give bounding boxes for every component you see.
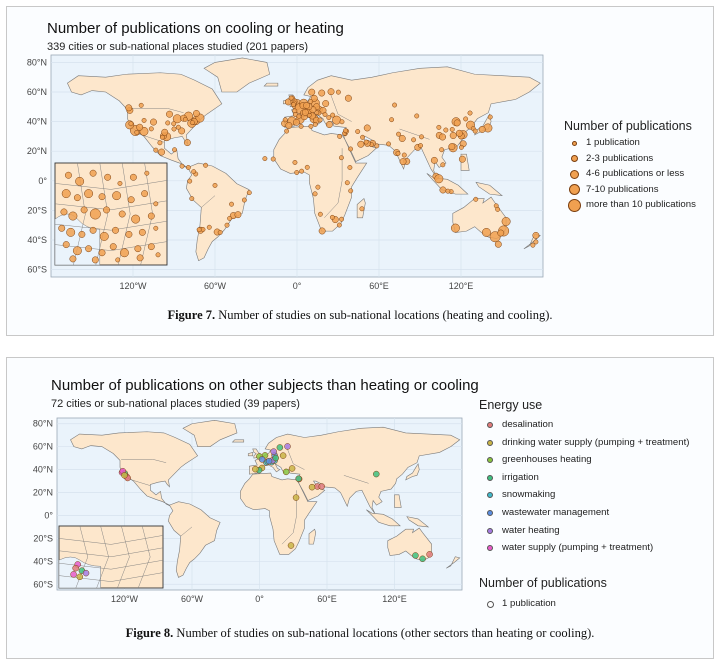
city-marker xyxy=(197,227,201,231)
city-marker xyxy=(396,132,400,136)
city-marker xyxy=(193,110,199,116)
city-marker xyxy=(158,141,162,145)
city-marker xyxy=(479,126,485,132)
city-marker xyxy=(364,140,368,144)
legend-symbol xyxy=(487,528,493,534)
city-marker xyxy=(166,121,170,125)
city-marker xyxy=(399,135,405,141)
inset-city-marker xyxy=(139,229,145,235)
figure-8-legend-title: Energy use xyxy=(479,398,543,412)
city-marker xyxy=(229,202,233,206)
lat-tick-label: 40°S xyxy=(27,235,47,245)
city-marker xyxy=(296,476,302,482)
city-marker xyxy=(402,153,406,157)
city-marker xyxy=(326,121,332,127)
lat-tick-label: 0° xyxy=(44,510,53,521)
inset-city-marker xyxy=(104,174,110,180)
city-marker xyxy=(495,241,501,247)
city-marker xyxy=(411,138,415,142)
legend-label: water supply (pumping + treatment) xyxy=(502,542,654,554)
inset-city-marker xyxy=(99,193,105,199)
legend-symbol xyxy=(487,510,493,516)
lon-tick-label: 60°W xyxy=(180,594,204,604)
city-marker xyxy=(184,139,190,145)
city-marker xyxy=(439,134,445,140)
city-marker xyxy=(172,121,176,125)
city-marker xyxy=(418,143,422,147)
city-marker xyxy=(203,163,207,167)
city-marker xyxy=(375,144,379,148)
city-marker xyxy=(142,118,146,122)
inset-city-marker xyxy=(100,232,108,240)
figure-8-size-legend-title: Number of publications xyxy=(479,576,607,590)
lat-tick-label: 20°S xyxy=(33,533,53,544)
city-marker xyxy=(415,114,419,118)
city-marker xyxy=(180,164,184,168)
city-marker xyxy=(330,113,334,117)
city-marker xyxy=(358,141,364,147)
city-marker xyxy=(139,103,143,107)
city-marker xyxy=(252,466,258,472)
city-marker xyxy=(154,148,158,152)
city-marker xyxy=(345,95,351,101)
lat-tick-label: 80°N xyxy=(26,57,47,68)
legend-symbol xyxy=(487,601,494,608)
city-marker xyxy=(463,117,467,121)
city-marker xyxy=(339,156,343,160)
inset-city-marker xyxy=(130,174,136,180)
city-marker xyxy=(172,148,176,152)
city-marker xyxy=(218,230,222,234)
city-marker xyxy=(531,243,535,247)
city-marker xyxy=(190,120,194,124)
inset-city-marker xyxy=(65,172,71,178)
city-marker xyxy=(263,156,267,160)
inset-city-marker xyxy=(156,253,160,257)
city-marker xyxy=(360,207,364,211)
inset-city-marker xyxy=(112,191,120,199)
city-marker xyxy=(437,125,441,129)
city-marker xyxy=(355,129,359,133)
city-marker xyxy=(330,215,334,219)
city-marker xyxy=(242,198,246,202)
city-marker xyxy=(166,111,172,117)
inset-city-marker xyxy=(112,227,118,233)
city-marker xyxy=(291,102,295,106)
legend-symbol xyxy=(487,440,493,446)
lat-tick-label: 20°N xyxy=(32,487,53,498)
inset-city-marker xyxy=(135,245,141,251)
lat-tick-label: 60°N xyxy=(32,441,53,452)
city-marker xyxy=(303,102,309,108)
lon-tick-label: 120°W xyxy=(119,281,147,291)
inset-city-marker xyxy=(110,243,116,249)
city-marker xyxy=(289,96,293,100)
inset-city-marker xyxy=(71,571,77,577)
city-marker xyxy=(126,105,132,111)
city-marker xyxy=(225,223,229,227)
lat-tick-label: 0° xyxy=(38,175,47,186)
city-marker xyxy=(439,148,443,152)
legend-label: greenhouses heating xyxy=(502,454,592,466)
city-marker xyxy=(337,134,341,138)
lon-tick-label: 0° xyxy=(292,281,302,291)
city-marker xyxy=(498,230,504,236)
city-marker xyxy=(340,120,344,124)
figure-8-caption-label: Figure 8. xyxy=(125,626,174,640)
lat-tick-label: 20°N xyxy=(26,146,47,157)
city-marker xyxy=(337,223,341,227)
city-marker xyxy=(444,128,448,132)
legend-label: snowmaking xyxy=(502,489,556,501)
inset-city-marker xyxy=(148,213,154,219)
city-marker xyxy=(412,552,418,558)
inset-city-marker xyxy=(73,565,79,571)
legend-label: 1 publication xyxy=(502,598,556,609)
city-marker xyxy=(172,127,176,131)
inset-city-marker xyxy=(119,211,125,217)
lon-tick-label: 60°E xyxy=(317,594,337,604)
city-marker xyxy=(309,89,315,95)
lat-tick-label: 60°S xyxy=(27,264,47,275)
city-marker xyxy=(474,197,478,201)
city-marker xyxy=(183,117,187,121)
city-marker xyxy=(473,129,477,133)
inset-city-marker xyxy=(63,241,69,247)
city-marker xyxy=(299,124,303,128)
city-marker xyxy=(186,165,190,169)
landmass-iceland xyxy=(264,83,278,86)
city-marker xyxy=(309,484,315,490)
inset-city-marker xyxy=(90,209,100,219)
city-marker xyxy=(129,121,133,125)
inset-city-marker xyxy=(154,226,158,230)
city-marker xyxy=(360,135,364,139)
legend-label: desalination xyxy=(502,419,554,430)
city-marker xyxy=(339,217,343,221)
lon-tick-label: 120°E xyxy=(382,594,407,604)
city-marker xyxy=(319,228,325,234)
city-marker xyxy=(459,145,463,149)
city-marker xyxy=(420,556,426,562)
inset-city-marker xyxy=(73,247,81,255)
lat-tick-label: 80°N xyxy=(32,418,53,429)
inset-city-marker xyxy=(74,194,80,200)
city-marker xyxy=(284,129,288,133)
inset-city-marker xyxy=(81,207,87,213)
lon-tick-label: 120°W xyxy=(110,594,139,604)
city-marker xyxy=(305,165,309,169)
inset-city-marker xyxy=(85,245,91,251)
lat-tick-label: 40°N xyxy=(32,464,53,475)
legend-symbol xyxy=(487,422,493,428)
legend-symbol xyxy=(487,545,493,551)
inset-city-marker xyxy=(83,570,89,576)
legend-label: 7-10 publications xyxy=(586,183,659,195)
city-marker xyxy=(295,170,299,174)
city-marker xyxy=(431,157,437,163)
city-marker xyxy=(456,130,462,136)
inset-city-marker xyxy=(79,231,85,237)
inset-city-marker xyxy=(90,170,96,176)
city-marker xyxy=(454,120,460,126)
city-marker xyxy=(348,147,352,151)
city-marker xyxy=(283,469,289,475)
city-marker xyxy=(285,443,291,449)
city-marker xyxy=(149,127,153,131)
inset-city-marker xyxy=(70,256,76,262)
inset-city-marker xyxy=(66,228,74,236)
inset-city-marker xyxy=(137,255,143,261)
city-marker xyxy=(280,453,286,459)
inset-city-marker xyxy=(145,171,149,175)
landmass-iceland xyxy=(233,440,244,442)
city-marker xyxy=(293,160,297,164)
legend-label: irrigation xyxy=(502,471,539,483)
city-marker xyxy=(271,449,277,455)
city-marker xyxy=(323,112,327,116)
city-marker xyxy=(297,114,301,118)
legend-label: more than 10 publications xyxy=(586,199,696,210)
figure-8-panel xyxy=(6,357,714,659)
city-marker xyxy=(176,125,180,129)
figure-8-caption-text: Number of studies on sub-national locations (other sectors than heating or cooling). xyxy=(173,626,595,640)
city-marker xyxy=(227,216,231,220)
city-marker xyxy=(459,156,465,162)
city-marker xyxy=(247,190,251,194)
inset-city-marker xyxy=(62,189,70,197)
legend-label: 1 publication xyxy=(586,137,640,148)
inset-city-marker xyxy=(131,215,139,223)
city-marker xyxy=(162,129,168,135)
lat-tick-label: 20°S xyxy=(27,205,47,216)
city-marker xyxy=(191,169,195,173)
city-marker xyxy=(327,115,331,119)
city-marker xyxy=(419,135,423,139)
city-marker xyxy=(277,444,283,450)
inset-city-marker xyxy=(148,243,154,249)
legend-symbol xyxy=(571,155,578,162)
city-marker xyxy=(273,455,279,461)
city-marker xyxy=(293,119,299,125)
lon-tick-label: 60°E xyxy=(369,281,389,291)
city-marker xyxy=(343,128,347,132)
city-marker xyxy=(392,103,396,107)
city-marker xyxy=(440,187,446,193)
legend-symbol xyxy=(487,475,493,481)
lat-tick-label: 60°S xyxy=(33,579,53,590)
city-marker xyxy=(313,192,317,196)
city-marker xyxy=(495,207,499,211)
city-marker xyxy=(288,543,294,549)
lat-tick-label: 40°N xyxy=(26,116,47,127)
city-marker xyxy=(482,228,490,236)
city-marker xyxy=(396,151,400,155)
figure-7-legend-title: Number of publications xyxy=(564,119,692,133)
city-marker xyxy=(488,115,492,119)
lat-tick-label: 60°N xyxy=(26,87,47,97)
city-marker xyxy=(286,122,292,128)
city-marker xyxy=(389,117,393,121)
city-marker xyxy=(450,132,456,138)
city-marker xyxy=(271,157,275,161)
city-marker xyxy=(235,211,241,217)
legend-label: drinking water supply (pumping + treatment) xyxy=(502,436,690,448)
city-marker xyxy=(446,189,450,193)
inset-city-marker xyxy=(69,212,77,220)
legend-label: 4-6 publications or less xyxy=(586,168,685,179)
figure-7-world-map xyxy=(7,7,547,307)
legend-symbol xyxy=(570,170,579,179)
figure-7-caption-text: Number of studies on sub-national locations (heating and cooling). xyxy=(215,308,553,322)
city-marker xyxy=(400,158,406,164)
city-marker xyxy=(259,456,265,462)
city-marker xyxy=(319,90,325,96)
inset-city-marker xyxy=(154,202,158,206)
inset-city-marker xyxy=(120,249,128,257)
legend-label: wastewater management xyxy=(502,507,610,518)
inset-city-marker xyxy=(61,209,67,215)
city-marker xyxy=(308,99,312,103)
city-marker xyxy=(435,175,443,183)
city-marker xyxy=(150,119,156,125)
inset-city-marker xyxy=(141,190,147,196)
city-marker xyxy=(427,551,433,557)
city-marker xyxy=(289,465,295,471)
figure-8-caption xyxy=(7,626,713,641)
legend-symbol xyxy=(569,184,580,195)
legend-symbol xyxy=(568,199,581,212)
legend-symbol xyxy=(572,141,577,146)
inset-city-marker xyxy=(90,227,96,233)
city-marker xyxy=(533,232,539,238)
figure-7-panel xyxy=(6,6,714,336)
city-marker xyxy=(207,225,211,229)
figure-7-title: Number of publications on cooling or heating xyxy=(47,20,344,37)
city-marker xyxy=(283,118,287,122)
city-marker xyxy=(373,471,379,477)
city-marker xyxy=(190,196,194,200)
inset-city-marker xyxy=(75,177,83,185)
lon-tick-label: 0° xyxy=(255,594,264,604)
city-marker xyxy=(318,212,322,216)
city-marker xyxy=(323,100,329,106)
inset-city-marker xyxy=(92,257,98,263)
inset-city-marker xyxy=(126,231,132,237)
city-marker xyxy=(348,165,352,169)
figure-8-subtitle: 72 cities or sub-national places studied (39 papers) xyxy=(51,398,300,410)
figure-8-title: Number of publications on other subjects than heating or cooling xyxy=(51,377,479,394)
city-marker xyxy=(468,111,472,115)
city-marker xyxy=(213,183,217,187)
inset-city-marker xyxy=(59,225,65,231)
city-marker xyxy=(136,124,142,130)
figure-8-world-map xyxy=(7,358,472,608)
city-marker xyxy=(313,122,317,126)
city-marker xyxy=(309,124,313,128)
city-marker xyxy=(449,143,455,149)
city-marker xyxy=(158,149,164,155)
inset-city-marker xyxy=(128,197,134,203)
legend-symbol xyxy=(487,492,493,498)
city-marker xyxy=(386,142,390,146)
city-marker xyxy=(160,135,164,139)
city-marker xyxy=(336,90,340,94)
city-marker xyxy=(188,179,192,183)
city-marker xyxy=(349,189,353,193)
lat-tick-label: 40°S xyxy=(33,556,53,567)
city-marker xyxy=(316,185,320,189)
city-marker xyxy=(302,109,308,115)
figure-7-subtitle: 339 cities or sub-national places studied (201 papers) xyxy=(47,41,309,53)
figure-7-caption-label: Figure 7. xyxy=(167,308,216,322)
city-marker xyxy=(502,217,510,225)
city-marker xyxy=(135,130,139,134)
city-marker xyxy=(318,118,322,122)
inset-city-marker xyxy=(103,207,109,213)
city-marker xyxy=(345,181,349,185)
legend-symbol xyxy=(487,457,493,463)
inset-city-marker xyxy=(116,258,120,262)
city-marker xyxy=(450,127,454,131)
figure-7-caption xyxy=(7,308,713,323)
city-marker xyxy=(364,125,370,131)
inset-city-marker xyxy=(99,250,105,256)
city-marker xyxy=(319,483,325,489)
city-marker xyxy=(266,458,272,464)
city-marker xyxy=(293,495,299,501)
city-marker xyxy=(451,224,459,232)
city-marker xyxy=(441,163,445,167)
lon-tick-label: 60°W xyxy=(203,281,227,291)
inset-city-marker xyxy=(77,574,83,580)
lon-tick-label: 120°E xyxy=(448,281,474,291)
city-marker xyxy=(328,89,334,95)
inset-city-marker xyxy=(84,189,92,197)
city-marker xyxy=(299,169,303,173)
city-marker xyxy=(122,472,128,478)
legend-label: 2-3 publications xyxy=(586,152,654,164)
legend-label: water heating xyxy=(502,524,560,536)
inset-city-marker xyxy=(118,181,122,185)
